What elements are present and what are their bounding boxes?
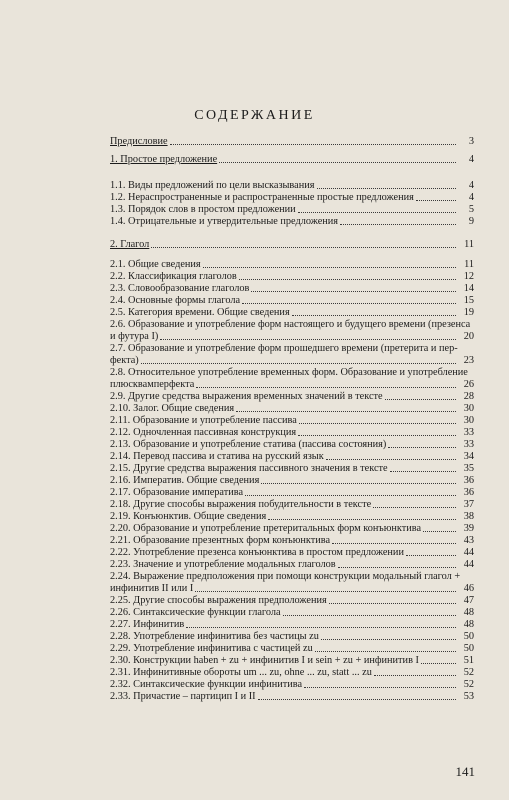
toc-entry-title: 2.9. Другие средства выражения временных значений в тексте <box>110 391 383 402</box>
dot-leader <box>388 444 456 448</box>
toc-entry <box>110 343 474 367</box>
toc-page-number: 44 <box>463 547 474 558</box>
toc-page-number: 50 <box>463 643 474 654</box>
toc-entry <box>110 679 474 691</box>
toc-entry-title: 2.25. Другие способы выражения предположения <box>110 595 327 606</box>
toc-page-number: 48 <box>463 607 474 618</box>
toc-entry-title: 2.15. Другие средства выражения пассивного значения в тексте <box>110 463 388 474</box>
dot-leader <box>326 456 456 460</box>
toc-entry-title: 2.19. Конъюнктив. Общие сведения <box>110 511 267 522</box>
toc-entry-title: 2.5. Категория времени. Общие сведения <box>110 307 290 318</box>
dot-leader <box>329 600 456 604</box>
toc-entry <box>110 295 474 307</box>
toc-entry-title: 2.32. Синтаксические функции инфинитива <box>110 679 303 690</box>
toc-entry <box>110 691 474 703</box>
toc-page-number: 12 <box>463 271 474 282</box>
dot-leader <box>304 684 456 688</box>
toc-entry-title: 1.3. Порядок слов в простом предложении <box>110 204 296 215</box>
toc-entry-title: 2.10. Залог. Общие сведения <box>110 403 235 414</box>
toc-entry-title: 1.2. Нераспространенные и распространенные простые предложения <box>110 192 414 203</box>
dot-leader <box>245 492 456 496</box>
toc-entry-title: 2.7. Образование и употребление форм прошедшего времени (претерита и пер- <box>110 343 458 354</box>
dot-leader <box>317 185 457 189</box>
page-number: 141 <box>455 764 475 779</box>
toc-entry-title: 2.13. Образование и употребление статива (пассива состояния) <box>110 439 387 450</box>
toc-entry <box>110 283 474 295</box>
dot-leader <box>423 528 456 532</box>
toc-page-number: 51 <box>463 655 474 666</box>
dot-leader <box>239 276 456 280</box>
toc-entry <box>110 499 474 511</box>
dot-leader <box>268 516 456 520</box>
toc-page-number: 44 <box>463 559 474 570</box>
toc-page-number: 37 <box>463 499 474 510</box>
toc-entry <box>110 619 474 631</box>
dot-leader <box>315 648 456 652</box>
toc-entry <box>110 427 474 439</box>
toc-page-number: 20 <box>463 331 474 342</box>
toc-entry <box>110 475 474 487</box>
toc-entry-title: 2.6. Образование и употребление форм настоящего и будущего времени (презенса <box>110 319 471 330</box>
dot-leader <box>203 264 456 268</box>
toc-entry <box>110 571 474 595</box>
toc-entry-title: 1.1. Виды предложений по цели высказывания <box>110 180 315 191</box>
toc-entry <box>110 439 474 451</box>
toc-entry-title: 2.33. Причастие – партицип I и II <box>110 691 256 702</box>
toc-entry <box>110 655 474 667</box>
toc-page-number: 34 <box>463 451 474 462</box>
toc-entry <box>110 180 474 192</box>
toc-page-number: 3 <box>468 136 474 147</box>
toc-entry <box>110 451 474 463</box>
toc-entry <box>110 595 474 607</box>
toc-page-number: 4 <box>468 154 474 165</box>
dot-leader <box>298 432 456 436</box>
toc-page-number: 33 <box>463 439 474 450</box>
dot-leader <box>298 209 456 213</box>
toc-page-number: 11 <box>464 259 474 270</box>
toc-entry <box>110 239 474 251</box>
toc-page-number: 9 <box>468 216 474 227</box>
toc-entry-title: 2.8. Относительное употребление временных форм. Образование и употребление <box>110 367 468 378</box>
toc-page-number: 4 <box>468 192 474 203</box>
page-title: СОДЕРЖАНИЕ <box>194 108 315 123</box>
toc-page-number: 30 <box>463 415 474 426</box>
dot-leader <box>421 660 456 664</box>
toc-entry <box>110 403 474 415</box>
toc-entry-title: 2.1. Общие сведения <box>110 259 201 270</box>
toc-entry <box>110 204 474 216</box>
toc-entry-title: 2.24. Выражение предположения при помощи конструкции модальный глагол + <box>110 571 461 582</box>
toc-entry <box>110 319 474 343</box>
toc-page-number: 19 <box>463 307 474 318</box>
toc-page-number: 52 <box>463 679 474 690</box>
toc-entry <box>110 463 474 475</box>
dot-leader <box>186 624 456 628</box>
toc-entry-title: 2.14. Перевод пассива и статива на русский язык <box>110 451 324 462</box>
toc-entry <box>110 307 474 319</box>
dot-leader <box>258 696 456 700</box>
toc-entry-title: 2.12. Одночленная пассивная конструкция <box>110 427 297 438</box>
toc-page-number: 43 <box>463 535 474 546</box>
dot-leader <box>160 336 456 340</box>
dot-leader <box>374 672 456 676</box>
toc-entry <box>110 535 474 547</box>
toc-entry-title-continuation: фекта) <box>110 355 139 366</box>
toc-entry <box>110 523 474 535</box>
toc-page-number: 28 <box>463 391 474 402</box>
toc-entry <box>110 667 474 679</box>
dot-leader <box>251 288 456 292</box>
toc-page-number: 15 <box>463 295 474 306</box>
toc-page-number: 5 <box>468 204 474 215</box>
toc-page-number: 35 <box>463 463 474 474</box>
table-of-contents <box>110 128 474 703</box>
dot-leader <box>236 408 456 412</box>
toc-page-number: 33 <box>463 427 474 438</box>
toc-entry <box>110 391 474 403</box>
toc-entry <box>110 547 474 559</box>
toc-page-number: 23 <box>463 355 474 366</box>
toc-section-title: 1. Простое предложение <box>110 154 218 165</box>
toc-entry-title: 2.28. Употребление инфинитива без частицы zu <box>110 631 319 642</box>
dot-leader <box>242 300 456 304</box>
dot-leader <box>373 504 456 508</box>
dot-leader <box>170 141 456 145</box>
toc-page-number: 46 <box>463 583 474 594</box>
toc-entry-title: 2.31. Инфинитивные обороты um ... zu, ohne ... zu, statt ... zu <box>110 667 372 678</box>
toc-entry-title-continuation: и футура I) <box>110 331 159 342</box>
toc-entry <box>110 559 474 571</box>
toc-entry-title: 2.3. Словообразование глаголов <box>110 283 250 294</box>
toc-entry-title: 2.4. Основные формы глагола <box>110 295 241 306</box>
toc-entry <box>110 154 474 166</box>
dot-leader <box>141 360 456 364</box>
toc-entry-title: 2.30. Конструкции haben + zu + инфинитив I и sein + zu + инфинитив I <box>110 655 419 666</box>
dot-leader <box>195 588 456 592</box>
dot-leader <box>261 480 456 484</box>
toc-entry-title: 2.16. Императив. Общие сведения <box>110 475 260 486</box>
toc-entry <box>110 216 474 228</box>
toc-page-number: 36 <box>463 487 474 498</box>
dot-leader <box>390 468 456 472</box>
toc-page-number: 26 <box>463 379 474 390</box>
toc-entry <box>110 487 474 499</box>
toc-entry <box>110 607 474 619</box>
toc-entry-title-continuation: плюсквамперфекта <box>110 379 195 390</box>
dot-leader <box>292 312 456 316</box>
toc-page-number: 30 <box>463 403 474 414</box>
toc-entry-title: 2.22. Употребление презенса конъюнктива в простом предложении <box>110 547 404 558</box>
toc-page-number: 48 <box>463 619 474 630</box>
dot-leader <box>338 564 456 568</box>
toc-entry <box>110 192 474 204</box>
toc-entry <box>110 271 474 283</box>
dot-leader <box>151 244 456 248</box>
toc-entry-title: 2.26. Синтаксические функции глагола <box>110 607 281 618</box>
dot-leader <box>219 159 456 163</box>
toc-entry-title: 2.21. Образование презентных форм конъюнктива <box>110 535 331 546</box>
dot-leader <box>332 540 456 544</box>
toc-entry-title: 2.23. Значение и употребление модальных глаголов <box>110 559 336 570</box>
toc-page-number: 39 <box>463 523 474 534</box>
toc-page-number: 52 <box>463 667 474 678</box>
toc-page-number: 11 <box>464 239 474 250</box>
toc-entry <box>110 136 474 148</box>
toc-entry-title: 2.2. Классификация глаголов <box>110 271 237 282</box>
toc-page-number: 47 <box>463 595 474 606</box>
toc-section-title: Предисловие <box>110 136 168 147</box>
dot-leader <box>321 636 456 640</box>
toc-entry <box>110 631 474 643</box>
toc-entry <box>110 415 474 427</box>
toc-page-number: 36 <box>463 475 474 486</box>
toc-entry-title-continuation: инфинитив II или I <box>110 583 194 594</box>
dot-leader <box>406 552 456 556</box>
dot-leader <box>416 197 456 201</box>
toc-entry-title: 2.11. Образование и употребление пассива <box>110 415 297 426</box>
toc-entry <box>110 643 474 655</box>
toc-page-number: 50 <box>463 631 474 642</box>
toc-entry-title: 2.27. Инфинитив <box>110 619 185 630</box>
toc-entry-title: 1.4. Отрицательные и утвердительные предложения <box>110 216 339 227</box>
toc-entry-title: 2.18. Другие способы выражения побудительности в тексте <box>110 499 372 510</box>
toc-entry-title: 2.29. Употребление инфинитива с частицей zu <box>110 643 313 654</box>
dot-leader <box>283 612 456 616</box>
toc-page-number: 38 <box>463 511 474 522</box>
toc-entry <box>110 367 474 391</box>
toc-section-title: 2. Глагол <box>110 239 150 250</box>
toc-page-number: 4 <box>468 180 474 191</box>
dot-leader <box>340 221 456 225</box>
dot-leader <box>299 420 456 424</box>
dot-leader <box>385 396 456 400</box>
toc-page-number: 53 <box>463 691 474 702</box>
toc-page-number: 14 <box>463 283 474 294</box>
toc-entry-title: 2.20. Образование и употребление претеритальных форм конъюнктива <box>110 523 422 534</box>
toc-entry-title: 2.17. Образование императива <box>110 487 244 498</box>
dot-leader <box>196 384 456 388</box>
toc-entry <box>110 511 474 523</box>
toc-entry <box>110 259 474 271</box>
